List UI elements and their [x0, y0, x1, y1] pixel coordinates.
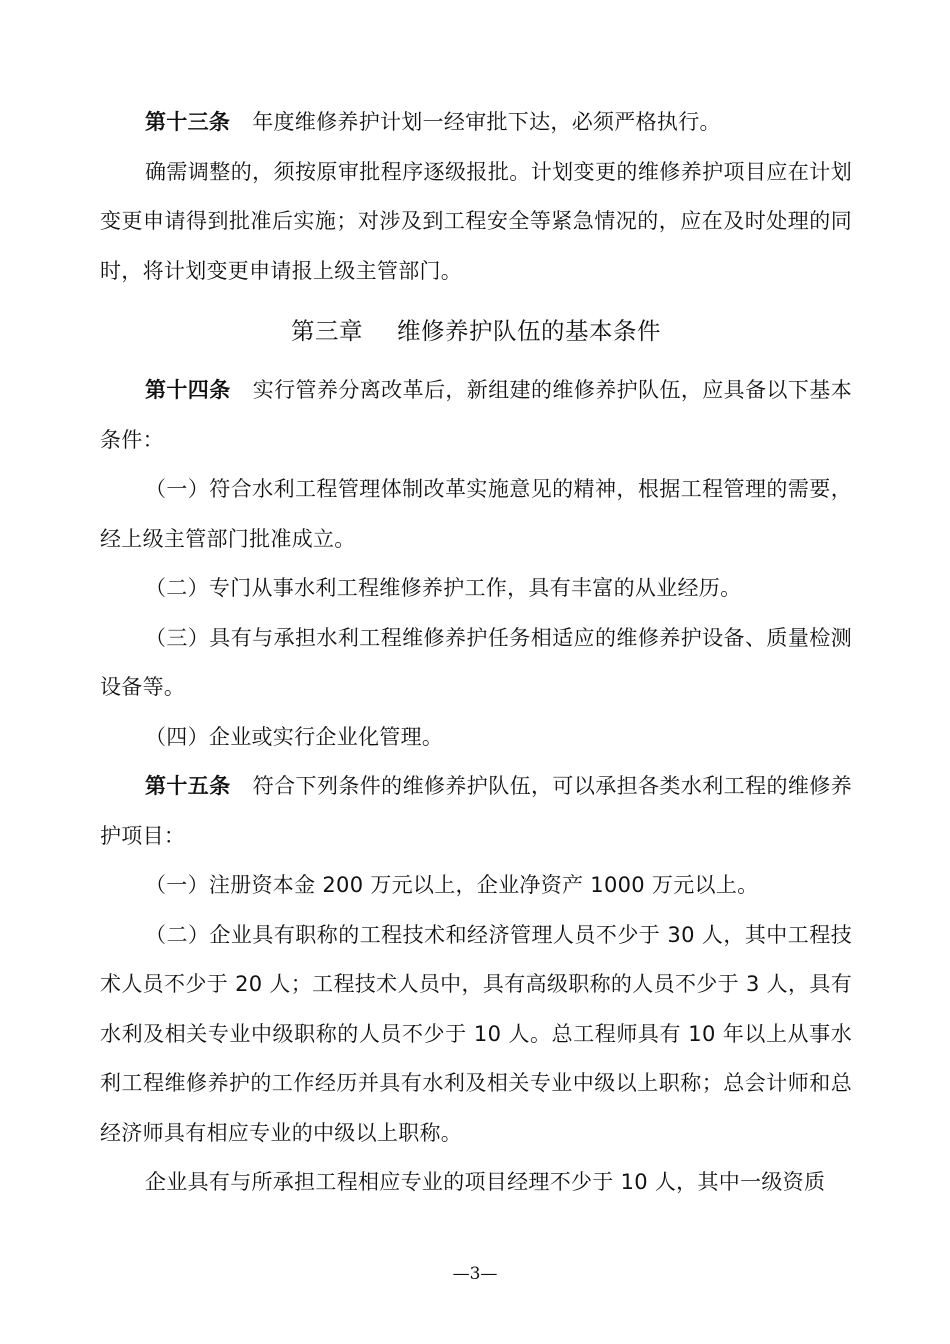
article-14-item-1: （一）符合水利工程管理体制改革实施意见的精神，根据工程管理的需要，经上级主管部门批准成立。	[100, 477, 852, 551]
article-15-item-1: （一）注册资本金 200 万元以上，企业净资产 1000 万元以上。	[145, 873, 759, 897]
article-14-item-2: （二）专门从事水利工程维修养护工作，具有丰富的从业经历。	[145, 576, 742, 600]
chapter-number: 第三章	[291, 317, 363, 345]
article-14-text: 实行管养分离改革后，新组建的维修养护队伍，应具备以下基本条件：	[100, 378, 852, 452]
chapter-heading	[100, 296, 852, 366]
article-13-paragraph	[100, 98, 852, 148]
article-14-paragraph	[100, 366, 852, 465]
article-13-label: 第十三条	[145, 110, 231, 134]
article-14-item-3: （三）具有与承担水利工程维修养护任务相适应的维修养护设备、质量检测设备等。	[100, 625, 852, 699]
document-page	[100, 98, 852, 1208]
chapter-title: 维修养护队伍的基本条件	[397, 317, 661, 345]
article-13-text: 年度维修养护计划一经审批下达，必须严格执行。	[252, 110, 721, 134]
article-15-label: 第十五条	[145, 774, 231, 798]
article-15-paragraph	[100, 762, 852, 861]
article-15-text: 符合下列条件的维修养护队伍，可以承担各类水利工程的维修养护项目：	[100, 774, 852, 848]
page-number: —3—	[452, 1264, 498, 1284]
article-15-paragraph-3: 企业具有与所承担工程相应专业的项目经理不少于 10 人，其中一级资质	[145, 1170, 826, 1194]
article-15-item-2: （二）企业具有职称的工程技术和经济管理人员不少于 30 人，其中工程技术人员不少于 20 人；工程技术人员中，具有高级职称的人员不少于 3 人，具有水利及相关专业中级职称的人员不少于 10 人。总工程师具有 10 年以上从事水利工程维修养护的工作经历并具有水利及相关专业中级以上职称；总会计师和总经济师具有相应专业的中级以上职称。	[100, 922, 852, 1145]
article-13-paragraph-2: 确需调整的，须按原审批程序逐级报批。计划变更的维修养护项目应在计划变更申请得到批准后实施；对涉及到工程安全等紧急情况的，应在及时处理的同时，将计划变更申请报上级主管部门。	[100, 159, 852, 283]
article-14-label: 第十四条	[145, 378, 231, 402]
article-14-item-4: （四）企业或实行企业化管理。	[145, 724, 444, 749]
